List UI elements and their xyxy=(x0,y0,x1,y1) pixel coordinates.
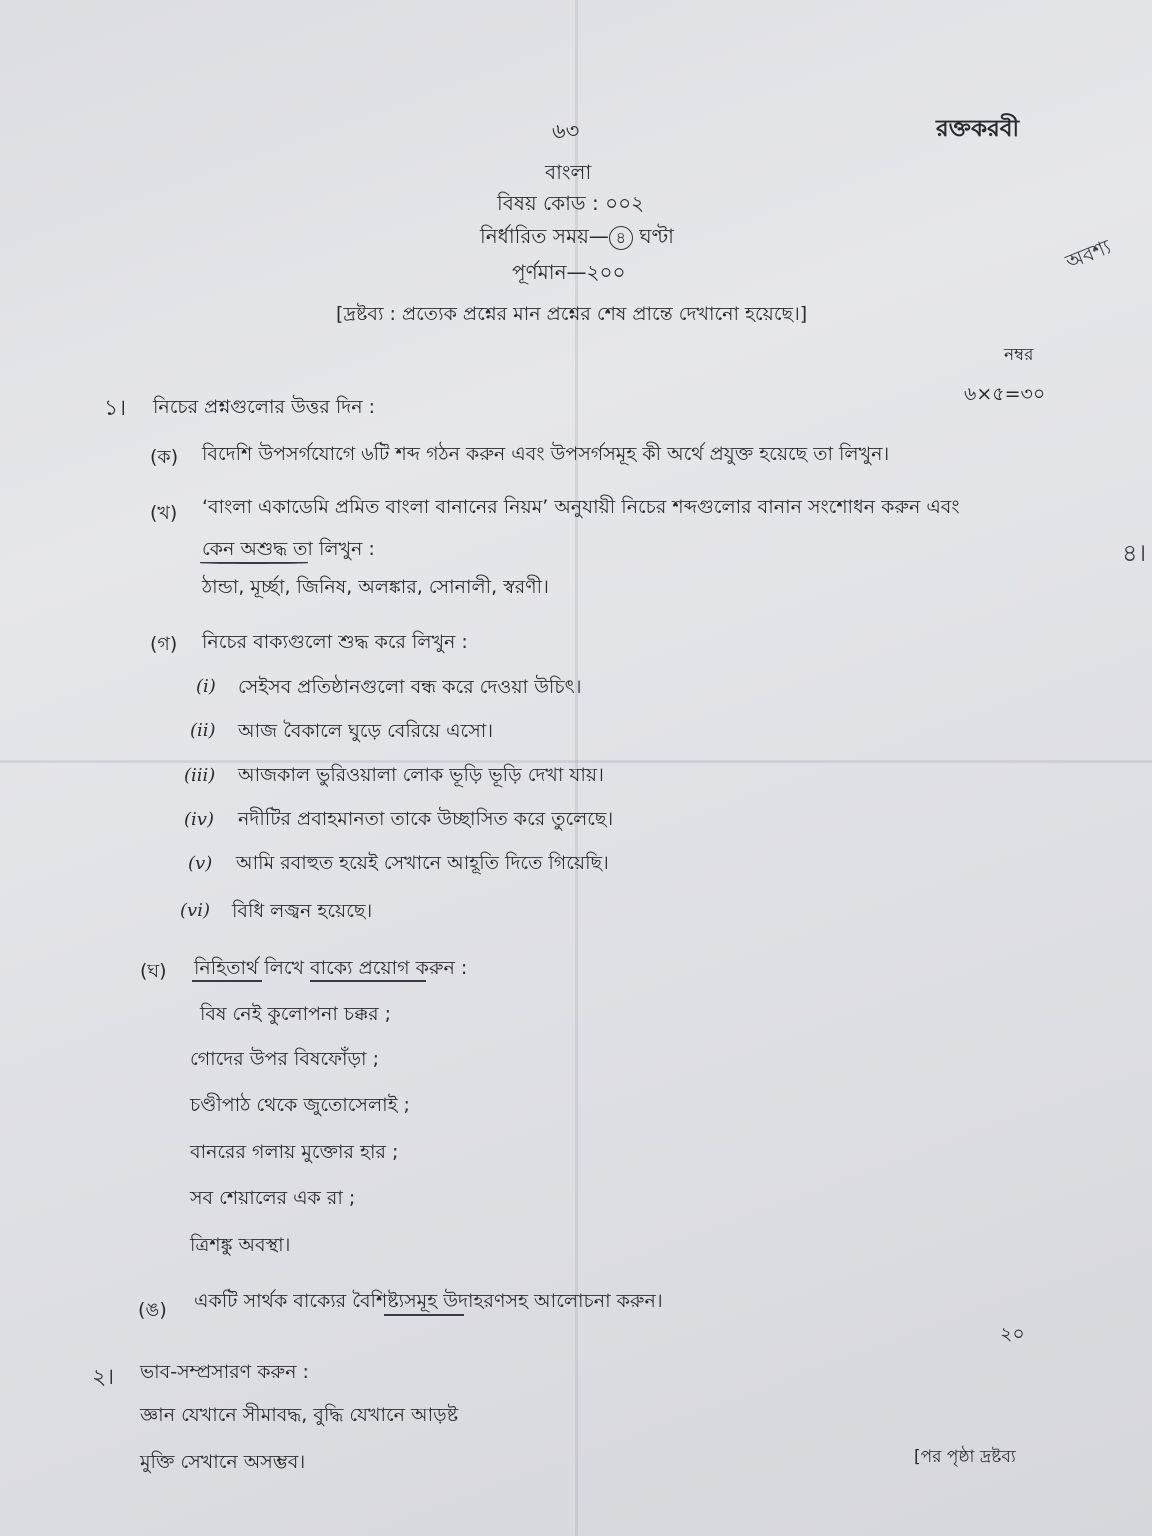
question-2-marks: ২০ xyxy=(1000,1323,1025,1345)
q1-ga-text: নিচের বাক্যগুলো শুদ্ধ করে লিখুন : xyxy=(202,631,468,653)
idiom-item: বানরের গলায় মুক্তোর হার ; xyxy=(190,1141,399,1163)
q2-quote-line2: মুক্তি সেখানে অসম্ভব। xyxy=(140,1451,306,1473)
q1-uma-text: একটি সার্থক বাক্যের বৈশিষ্ট্যসমূহ উদাহরণসহ আলোচনা করুন। xyxy=(194,1290,663,1312)
time-suffix: ঘণ্টা xyxy=(639,224,674,248)
next-page-note: [পর পৃষ্ঠা দ্রষ্টব্য xyxy=(914,1447,1016,1467)
marks-column-label: নম্বর xyxy=(1004,345,1034,365)
question-1-number: ১। xyxy=(104,396,127,421)
question-1-text: নিচের প্রশ্নগুলোর উত্তর দিন : xyxy=(153,396,376,418)
q1-ga-item-text: আজকাল ভুরিওয়ালা লোক ভূড়ি ভূড়ি দেখা যায়। xyxy=(238,764,604,786)
q1-kha-line2: কেন অশুদ্ধ তা লিখুন : xyxy=(202,538,375,560)
handwritten-margin-mark: ৪। xyxy=(1122,539,1147,567)
idiom-item: সব শেয়ালের এক রা ; xyxy=(190,1187,356,1209)
question-2-number: ২। xyxy=(92,1365,115,1390)
subject-title: বাংলা xyxy=(545,160,592,184)
q1-ga-item-text: সেইসব প্রতিষ্ঠানগুলো বন্ধ করে দেওয়া উচিৎ। xyxy=(238,676,582,698)
exam-note: [দ্রষ্টব্য : প্রত্যেক প্রশ্নের মান প্রশ্নের শেষ প্রান্তে দেখানো হয়েছে।] xyxy=(336,303,808,325)
question-2-text: ভাব-সম্প্রসারণ করুন : xyxy=(140,1361,309,1383)
q1-ga-item-text: বিধি লজ্বন হয়েছে। xyxy=(232,900,373,922)
q1-ga-item-text: আমি রবাহুত হয়েই সেখানে আহূতি দিতে গিয়েছি। xyxy=(236,852,609,874)
q1-ga-label: (গ) xyxy=(150,633,178,655)
q1-gha-text: নিহিতার্থ লিখে বাক্যে প্রয়োগ করুন : xyxy=(194,957,468,979)
q1-ka-text: বিদেশি উপসর্গযোগে ৬টি শব্দ গঠন করুন এবং উপসর্গসমূহ কী অর্থে প্রযুক্ত হয়েছে তা লিখুন। xyxy=(202,443,890,465)
handwritten-underline xyxy=(310,980,426,982)
full-marks: পূর্ণমান—২০০ xyxy=(512,260,626,284)
q1-ka-label: (ক) xyxy=(150,446,179,468)
q1-ga-item-label: (vi) xyxy=(180,900,210,921)
idiom-item: বিষ নেই কুলোপনা চক্কর ; xyxy=(200,1003,392,1025)
paper-number: ৬৩ xyxy=(552,119,580,143)
q1-ga-item-label: (iv) xyxy=(184,809,214,830)
handwritten-underline xyxy=(192,980,262,982)
handwritten-margin-note: অবশ্য xyxy=(1062,234,1114,274)
time-prefix: নির্ধারিত সময়— xyxy=(480,224,609,248)
q1-kha-words: ঠান্ডা, মূর্চ্ছা, জিনিষ, অলঙ্কার, সোনালী, স্বরণী। xyxy=(202,576,549,598)
q1-kha-label: (খ) xyxy=(150,502,178,524)
handwritten-underline xyxy=(200,562,308,564)
time-value-circled: ৪ xyxy=(609,226,633,250)
time-allowed xyxy=(480,222,674,255)
q1-kha-line1: ‘বাংলা একাডেমি প্রমিত বাংলা বানানের নিয়ম’ অনুযায়ী নিচের শব্দগুলোর বানান সংশোধন করুন এবং xyxy=(202,496,960,518)
idiom-item: গোদের উপর বিষফোঁড়া ; xyxy=(190,1048,379,1070)
handwritten-underline xyxy=(384,1314,464,1316)
q1-ga-item-label: (i) xyxy=(196,676,216,697)
question-1-marks: ৬×৫=৩০ xyxy=(964,383,1046,405)
q1-ga-item-text: আজ বৈকালে ঘুড়ে বেরিয়ে এসো। xyxy=(238,720,494,742)
q2-quote-line1: জ্ঞান যেখানে সীমাবদ্ধ, বুদ্ধি যেখানে আড়ষ্ট xyxy=(140,1404,459,1426)
q1-ga-item-label: (v) xyxy=(188,853,213,874)
q1-ga-item-label: (ii) xyxy=(190,720,216,741)
q1-gha-label: (ঘ) xyxy=(140,960,167,982)
series-name: রক্তকরবী xyxy=(936,116,1020,142)
idiom-item: ত্রিশঙ্কু অবস্থা। xyxy=(190,1234,291,1256)
q1-ga-item-text: নদীটির প্রবাহমানতা তাকে উচ্ছাসিত করে তুলেছে। xyxy=(238,808,614,830)
idiom-item: চণ্ডীপাঠ থেকে জুতোসেলাই ; xyxy=(190,1094,410,1116)
subject-code: বিষয় কোড : ০০২ xyxy=(497,191,645,215)
q1-ga-item-label: (iii) xyxy=(184,765,216,786)
q1-uma-label: (ঙ) xyxy=(138,1299,167,1321)
